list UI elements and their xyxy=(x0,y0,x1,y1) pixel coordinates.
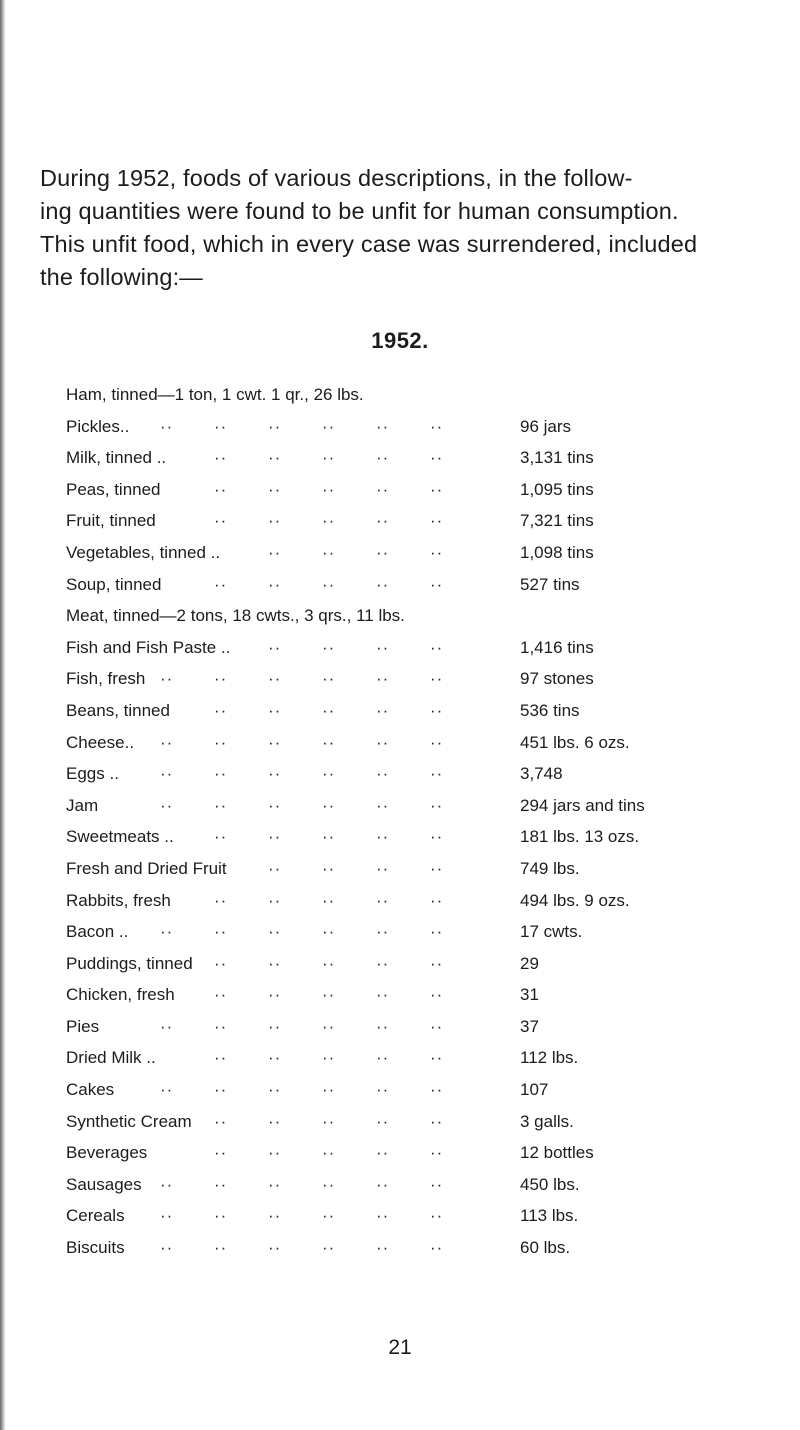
item-quantity: 450 lbs. xyxy=(520,1174,580,1194)
dot-leader: ·· xyxy=(430,858,444,878)
dot-leader: ·· xyxy=(322,1143,336,1163)
list-item xyxy=(66,853,786,885)
item-description: Chicken, fresh xyxy=(66,985,175,1005)
dot-leader: ·· xyxy=(376,1080,390,1100)
item-quantity: 97 stones xyxy=(520,669,594,689)
dot-leader: ·· xyxy=(376,448,390,468)
dot-leader: ·· xyxy=(160,922,174,942)
item-quantity: 1,098 tins xyxy=(520,542,594,562)
dot-leader: ·· xyxy=(268,827,282,847)
dot-leader: ·· xyxy=(430,416,444,436)
item-description: Peas, tinned xyxy=(66,479,161,499)
item-description: Eggs .. xyxy=(66,764,119,784)
dot-leader: ·· xyxy=(268,858,282,878)
dot-leader: ·· xyxy=(268,511,282,531)
list-item xyxy=(66,758,786,790)
dot-leader: ·· xyxy=(214,1174,228,1194)
dot-leader: ·· xyxy=(214,700,228,720)
dot-leader: ·· xyxy=(430,1016,444,1036)
item-description: Fish and Fish Paste .. xyxy=(66,637,231,657)
dot-leader: ·· xyxy=(430,1143,444,1163)
item-quantity: 107 xyxy=(520,1080,549,1100)
dot-leader: ·· xyxy=(160,764,174,784)
year-heading: 1952. xyxy=(371,328,429,353)
dot-leader: ·· xyxy=(376,858,390,878)
dot-leader: ·· xyxy=(322,479,336,499)
dot-leader: ·· xyxy=(268,574,282,594)
dot-leader: ·· xyxy=(376,669,390,689)
dot-leader: ·· xyxy=(376,764,390,784)
item-description: Ham, tinned—1 ton, 1 cwt. 1 qr., 26 lbs. xyxy=(66,385,364,404)
item-quantity: 31 xyxy=(520,985,539,1005)
item-description: Beans, tinned xyxy=(66,700,170,720)
dot-leader: ·· xyxy=(322,764,336,784)
dot-leader: ·· xyxy=(430,764,444,784)
item-description: Cakes xyxy=(66,1080,115,1100)
item-quantity: 17 cwts. xyxy=(520,922,583,942)
dot-leader: ·· xyxy=(322,732,336,752)
dot-leader: ·· xyxy=(214,1143,228,1163)
dot-leader: ·· xyxy=(376,1143,390,1163)
dot-leader: ·· xyxy=(214,953,228,973)
dot-leader: ·· xyxy=(376,1111,390,1131)
dot-leader: ·· xyxy=(430,637,444,657)
dot-leader: ·· xyxy=(322,1048,336,1068)
dot-leader: ·· xyxy=(322,511,336,531)
item-description: Jam xyxy=(66,795,99,815)
dot-leader: ·· xyxy=(160,1238,174,1258)
dot-leader: ·· xyxy=(268,953,282,973)
item-quantity: 527 tins xyxy=(520,574,580,594)
dot-leader: ·· xyxy=(268,922,282,942)
dot-leader: ·· xyxy=(376,985,390,1005)
dot-leader: ·· xyxy=(322,922,336,942)
item-quantity: 494 lbs. 9 ozs. xyxy=(520,890,630,910)
item-description: Soup, tinned xyxy=(66,574,162,594)
dot-leader: ·· xyxy=(160,732,174,752)
list-item xyxy=(66,632,786,664)
intro-line: This unfit food, which in every case was surrendered, included xyxy=(40,231,698,257)
dot-leader: ·· xyxy=(376,953,390,973)
dot-leader: ·· xyxy=(322,1206,336,1226)
dot-leader: ·· xyxy=(322,1080,336,1100)
dot-leader: ·· xyxy=(160,1174,174,1194)
dot-leader: ·· xyxy=(214,1238,228,1258)
dot-leader: ·· xyxy=(214,732,228,752)
dot-leader: ·· xyxy=(376,922,390,942)
item-description: Sausages xyxy=(66,1174,142,1194)
list-item xyxy=(66,1042,786,1074)
dot-leader: ·· xyxy=(376,574,390,594)
item-quantity: 37 xyxy=(520,1016,539,1036)
dot-leader: ·· xyxy=(160,1080,174,1100)
dot-leader: ·· xyxy=(214,1111,228,1131)
item-quantity: 1,095 tins xyxy=(520,479,594,499)
list-item xyxy=(66,379,786,411)
dot-leader: ·· xyxy=(322,574,336,594)
dot-leader: ·· xyxy=(214,1048,228,1068)
dot-leader: ·· xyxy=(376,1174,390,1194)
dot-leader: ·· xyxy=(376,1016,390,1036)
item-quantity: 60 lbs. xyxy=(520,1238,571,1258)
intro-line: During 1952, foods of various descriptions, in the follow- xyxy=(40,165,633,191)
dot-leader: ·· xyxy=(430,1238,444,1258)
dot-leader: ·· xyxy=(376,511,390,531)
dot-leader: ·· xyxy=(214,1080,228,1100)
list-item xyxy=(66,727,786,759)
item-quantity: 12 bottles xyxy=(520,1143,594,1163)
dot-leader: ·· xyxy=(430,1080,444,1100)
dot-leader: ·· xyxy=(322,890,336,910)
dot-leader: ·· xyxy=(430,985,444,1005)
dot-leader: ·· xyxy=(430,574,444,594)
dot-leader: ·· xyxy=(430,700,444,720)
dot-leader: ·· xyxy=(430,1174,444,1194)
dot-leader: ·· xyxy=(430,511,444,531)
dot-leader: ·· xyxy=(268,448,282,468)
dot-leader: ·· xyxy=(376,732,390,752)
dot-leader: ·· xyxy=(214,795,228,815)
dot-leader: ·· xyxy=(214,1206,228,1226)
dot-leader: ·· xyxy=(214,764,228,784)
item-quantity: 113 lbs. xyxy=(520,1206,579,1226)
dot-leader: ·· xyxy=(214,511,228,531)
item-description: Pickles.. xyxy=(66,416,130,436)
list-item xyxy=(66,474,786,506)
dot-leader: ·· xyxy=(268,637,282,657)
page-number: 21 xyxy=(388,1336,412,1359)
binding-edge xyxy=(0,0,6,1430)
list-item xyxy=(66,821,786,853)
dot-leader: ·· xyxy=(376,1238,390,1258)
dot-leader: ·· xyxy=(214,448,228,468)
item-quantity: 7,321 tins xyxy=(520,511,594,531)
dot-leader: ·· xyxy=(160,1206,174,1226)
dot-leader: ·· xyxy=(268,732,282,752)
item-quantity: 3,131 tins xyxy=(520,448,594,468)
dot-leader: ·· xyxy=(268,669,282,689)
list-item xyxy=(66,790,786,822)
dot-leader: ·· xyxy=(268,1174,282,1194)
dot-leader: ·· xyxy=(376,637,390,657)
dot-leader: ·· xyxy=(376,827,390,847)
dot-leader: ·· xyxy=(430,1048,444,1068)
dot-leader: ·· xyxy=(214,479,228,499)
list-item xyxy=(66,885,786,917)
dot-leader: ·· xyxy=(376,542,390,562)
dot-leader: ·· xyxy=(430,1206,444,1226)
dot-leader: ·· xyxy=(268,764,282,784)
item-description: Beverages xyxy=(66,1143,148,1163)
dot-leader: ·· xyxy=(322,1016,336,1036)
dot-leader: ·· xyxy=(322,542,336,562)
list-item xyxy=(66,1011,786,1043)
dot-leader: ·· xyxy=(322,858,336,878)
item-description: Fresh and Dried Fruit xyxy=(66,858,227,878)
item-quantity: 451 lbs. 6 ozs. xyxy=(520,732,630,752)
dot-leader: ·· xyxy=(268,1143,282,1163)
intro-line: ing quantities were found to be unfit for human consumption. xyxy=(40,198,679,224)
dot-leader: ·· xyxy=(268,700,282,720)
dot-leader: ·· xyxy=(268,890,282,910)
item-quantity: 3,748 xyxy=(520,764,563,784)
intro-line: the following:— xyxy=(40,264,203,290)
dot-leader: ·· xyxy=(322,795,336,815)
dot-leader: ·· xyxy=(430,732,444,752)
list-item xyxy=(66,600,786,632)
list-item xyxy=(66,695,786,727)
dot-leader: ·· xyxy=(160,795,174,815)
item-description: Bacon .. xyxy=(66,922,129,942)
item-quantity: 96 jars xyxy=(520,416,572,436)
dot-leader: ·· xyxy=(322,953,336,973)
dot-leader: ·· xyxy=(376,479,390,499)
item-description: Puddings, tinned xyxy=(66,953,193,973)
dot-leader: ·· xyxy=(430,795,444,815)
dot-leader: ·· xyxy=(268,542,282,562)
item-description: Milk, tinned .. xyxy=(66,448,167,468)
list-item xyxy=(66,948,786,980)
item-quantity: 181 lbs. 13 ozs. xyxy=(520,827,640,847)
dot-leader: ·· xyxy=(322,700,336,720)
item-description: Fruit, tinned xyxy=(66,511,156,531)
item-description: Rabbits, fresh xyxy=(66,890,171,910)
dot-leader: ·· xyxy=(322,1174,336,1194)
item-description: Cereals xyxy=(66,1206,125,1226)
list-item xyxy=(66,1169,786,1201)
dot-leader: ·· xyxy=(268,1111,282,1131)
item-description: Biscuits xyxy=(66,1238,125,1258)
dot-leader: ·· xyxy=(214,669,228,689)
dot-leader: ·· xyxy=(430,479,444,499)
dot-leader: ·· xyxy=(268,985,282,1005)
list-item xyxy=(66,1137,786,1169)
dot-leader: ·· xyxy=(376,795,390,815)
dot-leader: ·· xyxy=(322,1111,336,1131)
dot-leader: ·· xyxy=(430,669,444,689)
dot-leader: ·· xyxy=(376,1206,390,1226)
dot-leader: ·· xyxy=(376,416,390,436)
item-quantity: 3 galls. xyxy=(520,1111,574,1131)
dot-leader: ·· xyxy=(268,1238,282,1258)
dot-leader: ·· xyxy=(160,416,174,436)
dot-leader: ·· xyxy=(268,479,282,499)
unfit-food-list xyxy=(66,379,786,1264)
dot-leader: ·· xyxy=(322,637,336,657)
dot-leader: ·· xyxy=(160,669,174,689)
list-item xyxy=(66,537,786,569)
dot-leader: ·· xyxy=(322,416,336,436)
list-item xyxy=(66,1232,786,1264)
dot-leader: ·· xyxy=(430,922,444,942)
list-item xyxy=(66,505,786,537)
dot-leader: ·· xyxy=(160,1016,174,1036)
list-item xyxy=(66,916,786,948)
dot-leader: ·· xyxy=(214,574,228,594)
dot-leader: ·· xyxy=(268,416,282,436)
list-item xyxy=(66,1200,786,1232)
dot-leader: ·· xyxy=(430,953,444,973)
item-description: Pies xyxy=(66,1016,100,1036)
item-description: Dried Milk .. xyxy=(66,1048,156,1068)
list-item xyxy=(66,411,786,443)
dot-leader: ·· xyxy=(214,1016,228,1036)
dot-leader: ·· xyxy=(214,416,228,436)
dot-leader: ·· xyxy=(214,890,228,910)
dot-leader: ·· xyxy=(322,448,336,468)
item-description: Vegetables, tinned .. xyxy=(66,542,221,562)
dot-leader: ·· xyxy=(322,827,336,847)
item-quantity: 29 xyxy=(520,953,539,973)
dot-leader: ·· xyxy=(430,827,444,847)
dot-leader: ·· xyxy=(268,1048,282,1068)
list-item xyxy=(66,663,786,695)
dot-leader: ·· xyxy=(430,1111,444,1131)
list-item xyxy=(66,1106,786,1138)
item-quantity: 1,416 tins xyxy=(520,637,594,657)
dot-leader: ·· xyxy=(376,1048,390,1068)
item-description: Cheese.. xyxy=(66,732,135,752)
dot-leader: ·· xyxy=(430,890,444,910)
item-description: Sweetmeats .. xyxy=(66,827,174,847)
list-item xyxy=(66,979,786,1011)
dot-leader: ·· xyxy=(322,669,336,689)
list-item xyxy=(66,569,786,601)
dot-leader: ·· xyxy=(322,1238,336,1258)
dot-leader: ·· xyxy=(214,922,228,942)
item-description: Meat, tinned—2 tons, 18 cwts., 3 qrs., 11 lbs. xyxy=(66,606,405,626)
dot-leader: ·· xyxy=(268,1016,282,1036)
item-quantity: 749 lbs. xyxy=(520,858,580,878)
dot-leader: ·· xyxy=(268,1080,282,1100)
intro-paragraph xyxy=(40,162,800,294)
item-quantity: 112 lbs. xyxy=(520,1048,579,1068)
list-item xyxy=(66,442,786,474)
item-description: Fish, fresh xyxy=(66,669,146,689)
dot-leader: ·· xyxy=(430,448,444,468)
dot-leader: ·· xyxy=(268,1206,282,1226)
dot-leader: ·· xyxy=(430,542,444,562)
item-quantity: 536 tins xyxy=(520,700,580,720)
dot-leader: ·· xyxy=(214,985,228,1005)
item-description: Synthetic Cream xyxy=(66,1111,192,1131)
dot-leader: ·· xyxy=(376,890,390,910)
dot-leader: ·· xyxy=(322,985,336,1005)
dot-leader: ·· xyxy=(268,795,282,815)
dot-leader: ·· xyxy=(376,700,390,720)
item-quantity: 294 jars and tins xyxy=(520,795,645,815)
dot-leader: ·· xyxy=(214,827,228,847)
list-item xyxy=(66,1074,786,1106)
